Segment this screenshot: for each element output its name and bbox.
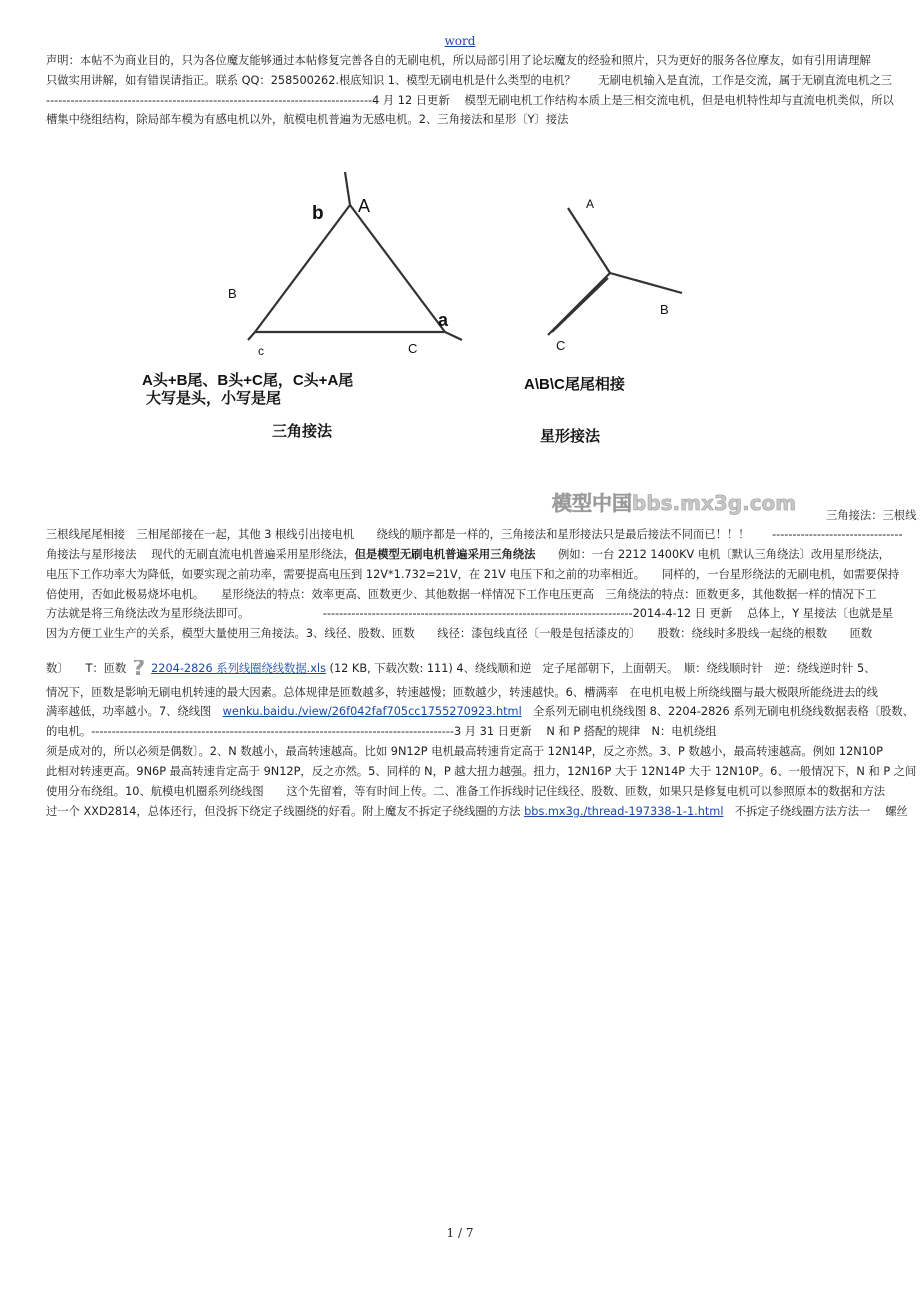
text-line-17-a: 过一个 XXD2814，总体还行，但没拆下绕定子线圈绕的好看。附上魔友不拆定子绕线圈的方法 [46, 805, 525, 818]
text-line-6-b: 例如：一台 2212 1400KV 电机〔默认三角绕法〕改用星形绕法， [535, 548, 890, 561]
star-label-B: B [660, 302, 669, 317]
text-line-16: 使用分布绕组。10、航模电机圈系列绕线图 这个先留着，等有时间上传。二、准备工作拆线时记住线径、股数、匝数，如果只是修复电机可以参照原本的数据和方法 [46, 785, 886, 798]
text-line-6-a: 角接法与星形接法 现代的无刷直流电机普遍采用星形绕法， [46, 548, 355, 561]
attachment-size: (12 KB, 下载次数: 111) [329, 662, 453, 675]
page-number: 1 / 7 [446, 1226, 474, 1240]
attachment-prefix: 数〕 T：匝数 [46, 662, 127, 675]
delta-title: 三角接法 [272, 423, 333, 440]
text-line-1: 声明：本帖不为商业目的，只为各位魔友能够通过本帖修复完善各自的无刷电机，所以局部引用了论坛魔友的经验和照片，只为更好的服务各位摩友，如有引用请理解 [46, 54, 871, 67]
attachment-link[interactable]: 2204-2826 系列线圈绕线数据.xls [151, 662, 326, 675]
text-line-5: 三根线尾尾相接 三相尾部接在一起，其他 3 根线引出接电机 绕线的顺序都是一样的，三角接法和星形接法只是最后接法不同而已！！！ -------------------------------- [46, 528, 903, 541]
delta-diagram [248, 172, 462, 340]
document-header[interactable]: word [444, 34, 476, 48]
attachment-rest: 4、绕线顺和逆 定子尾部朝下，上面朝天。 顺：绕线顺时针 逆：绕线逆时针 5、 [452, 662, 876, 675]
delta-label-C: C [408, 341, 418, 356]
attachment-line [46, 660, 920, 678]
star-caption: A\B\C尾尾相接 [524, 376, 625, 393]
thread-link[interactable]: bbs.mx3g./thread-197338-1-1.html [524, 805, 724, 818]
text-line-15: 此相对转速更高。9N6P 最高转速肯定高于 9N12P，反之亦然。5、同样的 N，P 越大扭力越强。扭力，12N16P 大于 12N14P 大于 12N10P。6、一般情况下，N 和 P 之间 [46, 765, 917, 778]
delta-label-c: c [258, 344, 264, 358]
text-line-12-b: 全系列无刷电机绕线图 8、2204-2826 系列无刷电机绕线数据表格〔股数、 [521, 705, 914, 718]
wiring-diagram-figure [0, 140, 920, 530]
text-line-12 [46, 703, 920, 721]
text-line-13: 的电机。-----------------------------------------------------------------------------------------3 月 31 日更新 N 和 P 搭配的规律 N：电机绕组 [46, 725, 717, 738]
star-label-C: C [556, 338, 566, 353]
text-line-2: 只做实用讲解，如有错误请指正。联系 QQ：258500262.根底知识 1、模型无刷电机是什么类型的电机？ 无刷电机输入是直流，工作是交流，属于无刷直流电机之三 [46, 74, 893, 87]
watermark: 模型中国bbs.mx3g.com [552, 491, 797, 515]
text-line-10: 因为方便工业生产的关系，模型大量使用三角接法。3、线径、股数、匝数 线径：漆包线直径〔一般是包括漆皮的〕 股数：绕线时多股线一起绕的根数 匝数 [46, 627, 873, 640]
text-line-8: 倍使用，否如此极易烧坏电机。 星形绕法的特点：效率更高、匝数更少、其他数据一样情况下工作电压更高 三角绕法的特点：匝数更多，其他数据一样的情况下工 [46, 588, 877, 601]
delta-label-a: a [438, 310, 449, 330]
text-line-17 [46, 803, 920, 821]
wenku-link[interactable]: wenku.baidu./view/26f042faf705cc1755270923.html [222, 705, 522, 718]
side-note: 三角接法：三根线 [826, 509, 917, 522]
text-line-7: 电压下工作功率大为降低，如要实现之前功率，需要提高电压到 12V*1.732=21V，在 21V 电压下和之前的功率相近。 同样的，一台星形绕法的无刷电机，如需要保持 [46, 568, 900, 581]
text-line-9: 方法就是将三角绕法改为星形绕法即可。 ----------------------------------------------------------------------------2014-4-12 日 更新 总体上，Y 星接法〔也就是星 [46, 607, 894, 620]
text-line-11: 情况下，匝数是影响无刷电机转速的最大因素。总体规律是匝数越多，转速越慢；匝数越少，转速越快。6、槽满率 在电机电极上所绕线圈与最大极限所能绕进去的线 [46, 686, 878, 699]
text-line-3: --------------------------------------------------------------------------------4 月 12 日更新 模型无刷电机工作结构本质上是三相交流电机，但是电机特性却与直流电机类似，所以 [46, 94, 894, 107]
star-title: 星形接法 [540, 428, 601, 445]
text-line-17-b: 不拆定子绕线圈方法方法一 螺丝 [723, 805, 908, 818]
delta-caption-1: A头+B尾、B头+C尾，C头+A尾 [142, 372, 354, 389]
text-line-6 [46, 546, 920, 564]
unknown-file-icon: ? [132, 660, 146, 678]
delta-caption-2: 大写是头，小写是尾 [146, 390, 282, 407]
delta-label-B: B [228, 286, 237, 301]
bold-emphasis: 但是模型无刷电机普遍采用三角绕法 [354, 548, 536, 561]
text-line-14: 须是成对的，所以必须是偶数〕。2、N 数越小，最高转速越高。比如 9N12P 电机最高转速肯定高于 12N14P，反之亦然。3、P 数越小，最高转速越高。例如 12N10P [46, 745, 883, 758]
star-label-A: A [586, 197, 595, 211]
text-line-4: 槽集中绕组结构，除局部车模为有感电机以外，航模电机普遍为无感电机。2、三角接法和星形〔Y〕接法 [46, 113, 569, 126]
delta-label-A: A [358, 196, 371, 216]
text-line-12-a: 满率越低，功率越小。7、绕线图 [46, 705, 223, 718]
delta-label-b: b [312, 203, 324, 224]
